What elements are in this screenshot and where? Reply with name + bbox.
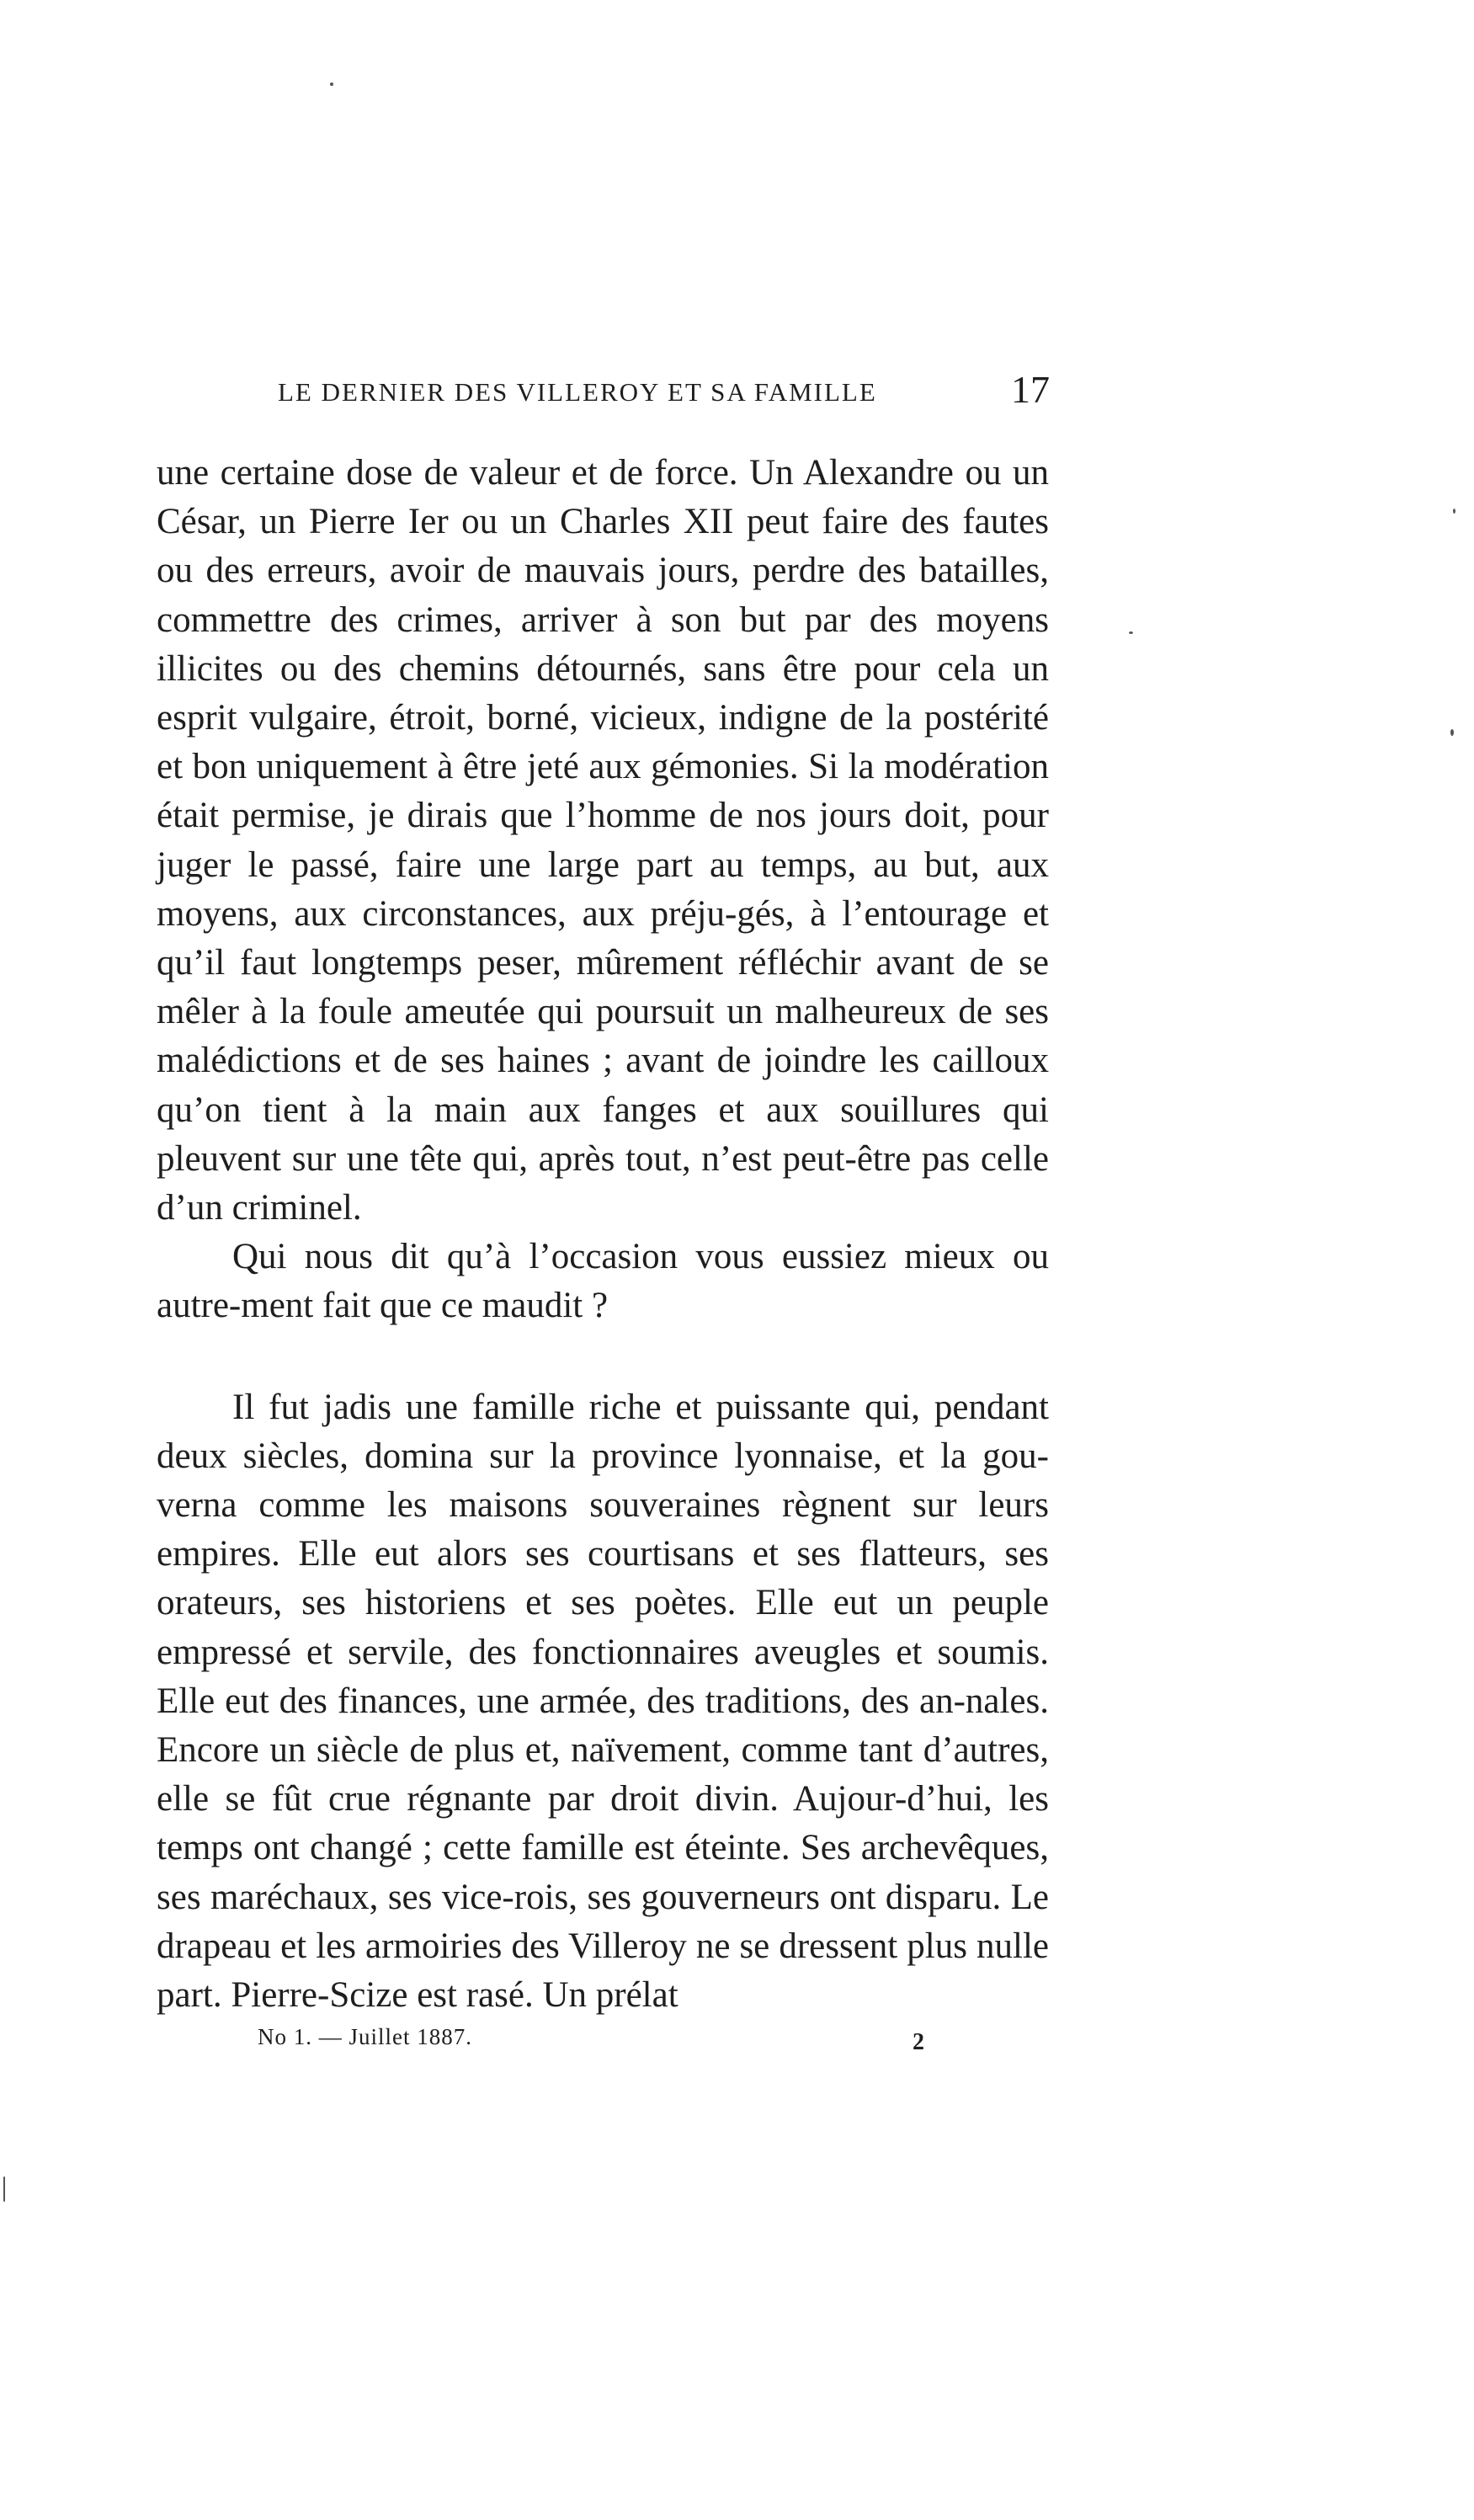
running-head: LE DERNIER DES VILLEROY ET SA FAMILLE xyxy=(278,377,877,407)
footer-issue: No 1. — Juillet 1887. xyxy=(258,2024,472,2049)
page-number: 17 xyxy=(1011,368,1050,411)
scan-speck xyxy=(1129,631,1133,634)
footer-signature-mark: 2 xyxy=(913,2029,924,2055)
scan-speck xyxy=(330,83,333,86)
scan-speck xyxy=(1450,729,1454,736)
paragraph-family: Il fut jadis une famille riche et puissante qui, pendant deux siècles, domina sur la province lyonnaise, et la gou-verna comme les maisons souveraines règnent sur leurs empires. Elle eut alors ses courtisans et ses flatteurs, ses orateurs, ses historiens et ses poètes. Elle eut un peuple empressé et servile, des fonctionnaires aveugles et soumis. Elle eut des finances, une armée, des traditions, des an-nales. Encore un siècle de plus et, naïvement, comme tant d’autres, elle se fût crue régnante par droit divin. Aujour-d’hui, les temps ont changé ; cette famille est éteinte. Ses archevêques, ses maréchaux, ses vice-rois, ses gouverneurs ont disparu. Le drapeau et les armoiries des Villeroy ne se dressent plus nulle part. Pierre-Scize est rasé. Un prélat xyxy=(157,1387,1049,2016)
body-text xyxy=(157,449,1049,2020)
paragraph-question: Qui nous dit qu’à l’occasion vous eussiez mieux ou autre-ment fait que ce maudit ? xyxy=(157,1237,1049,1326)
scan-speck xyxy=(3,2176,5,2202)
paragraph-continued: une certaine dose de valeur et de force. Un Alexandre ou un César, un Pierre Ier ou un Charles XII peut faire des fautes ou des erreurs, avoir de mauvais jours, perdre des batailles, commettre des crimes, arriver à son but par des moyens illicites ou des chemins détournés, sans être pour cela un esprit vulgaire, étroit, borné, vicieux, indigne de la postérité et bon uniquement à être jeté aux gémonies. Si la modération était permise, je dirais que l’homme de nos jours doit, pour juger le passé, faire une large part au temps, au but, aux moyens, aux circonstances, aux préju-gés, à l’entourage et qu’il faut longtemps peser, mûrement réfléchir avant de se mêler à la foule ameutée qui poursuit un malheureux de ses malédictions et de ses haines ; avant de joindre les cailloux qu’on tient à la main aux fanges et aux souillures qui pleuvent sur une tête qui, après tout, n’est peut-être pas celle d’un criminel. xyxy=(157,453,1049,1228)
scan-speck xyxy=(1453,509,1455,514)
